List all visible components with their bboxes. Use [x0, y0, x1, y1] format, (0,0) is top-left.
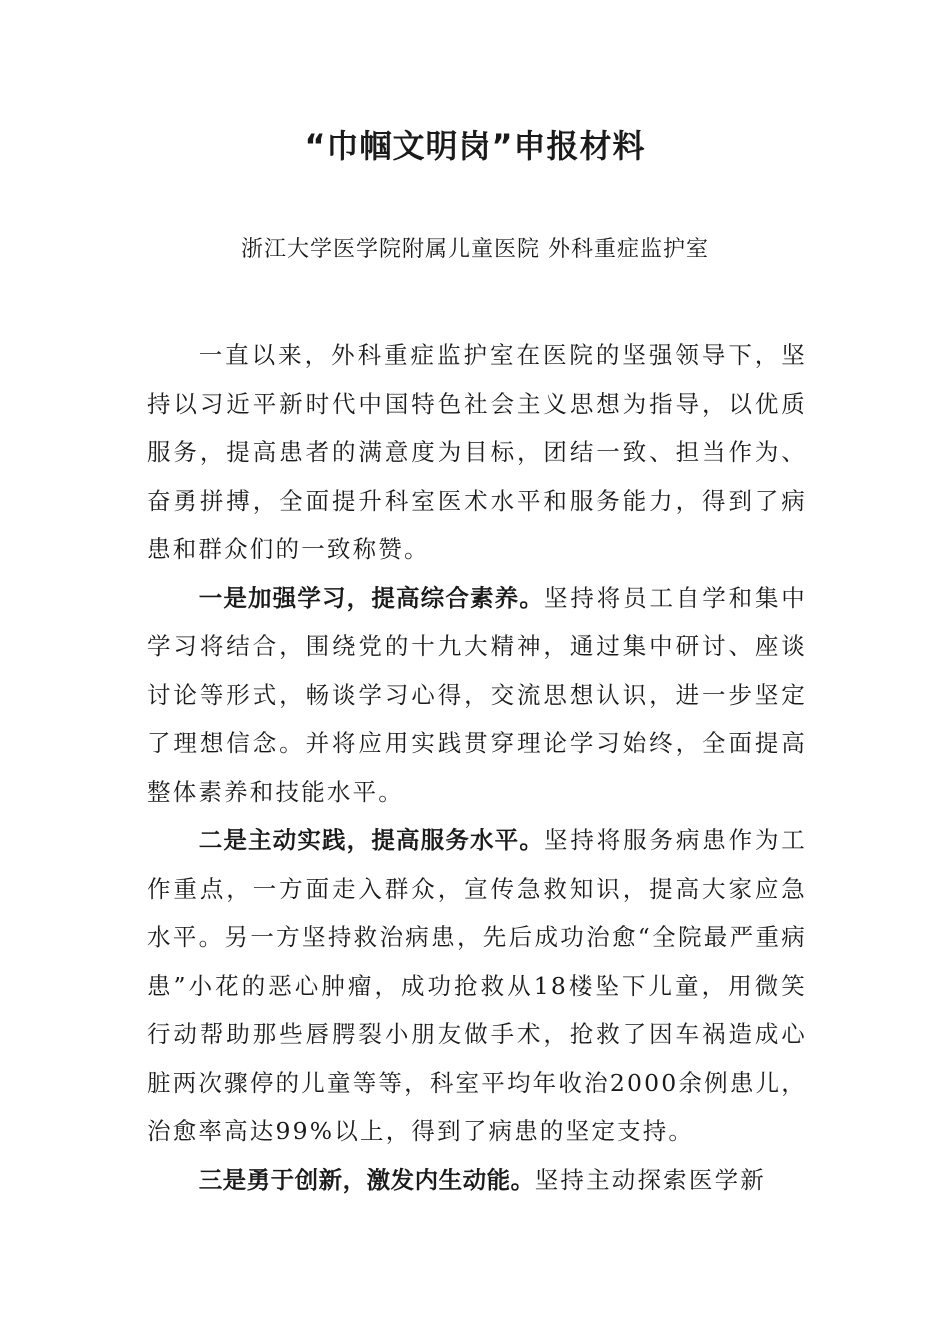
paragraph-practice [147, 816, 807, 1156]
document-body [147, 331, 807, 1204]
paragraph-practice-text: 坚持将服务病患作为工作重点，一方面走入群众，宣传急救知识，提高大家应急水平。另一方坚持救治病患，先后成功治愈“全院最严重病患”小花的恶心肿瘤，成功抢救从18楼坠下儿童，用微笑行动帮助那些唇腭裂小朋友做手术，抢救了因车祸造成心脏两次骤停的儿童等等，科室平均年收治2000余例患儿，治愈率高达99%以上，得到了病患的坚定支持。 [147, 826, 808, 1145]
document-title: “巾帼文明岗”申报材料 [304, 127, 646, 165]
paragraph-intro [147, 331, 807, 574]
paragraph-study [147, 574, 807, 817]
paragraph-study-heading: 一是加强学习，提高综合素养。 [198, 583, 545, 612]
paragraph-practice-heading: 二是主动实践，提高服务水平。 [198, 826, 545, 854]
paragraph-innovation-heading: 三是勇于创新，激发内生动能。 [198, 1165, 535, 1194]
document-subtitle: 浙江大学医学院附属儿童医院 外科重症监护室 [241, 237, 709, 262]
paragraph-innovation [147, 1156, 807, 1205]
paragraph-innovation-text: 坚持主动探索医学新 [534, 1165, 766, 1194]
paragraph-intro-text: 一直以来，外科重症监护室在医院的坚强领导下，坚持以习近平新时代中国特色社会主义思想为指导，以优质服务，提高患者的满意度为目标，团结一致、担当作为、奋勇拼搏，全面提升科室医术水平和服务能力，得到了病患和群众们的一致称赞。 [147, 341, 807, 563]
paragraph-study-text: 坚持将员工自学和集中学习将结合，围绕党的十九大精神，通过集中研讨、座谈讨论等形式，畅谈学习心得，交流思想认识，进一步坚定了理想信念。并将应用实践贯穿理论学习始终，全面提高整体素养和技能水平。 [147, 583, 808, 806]
